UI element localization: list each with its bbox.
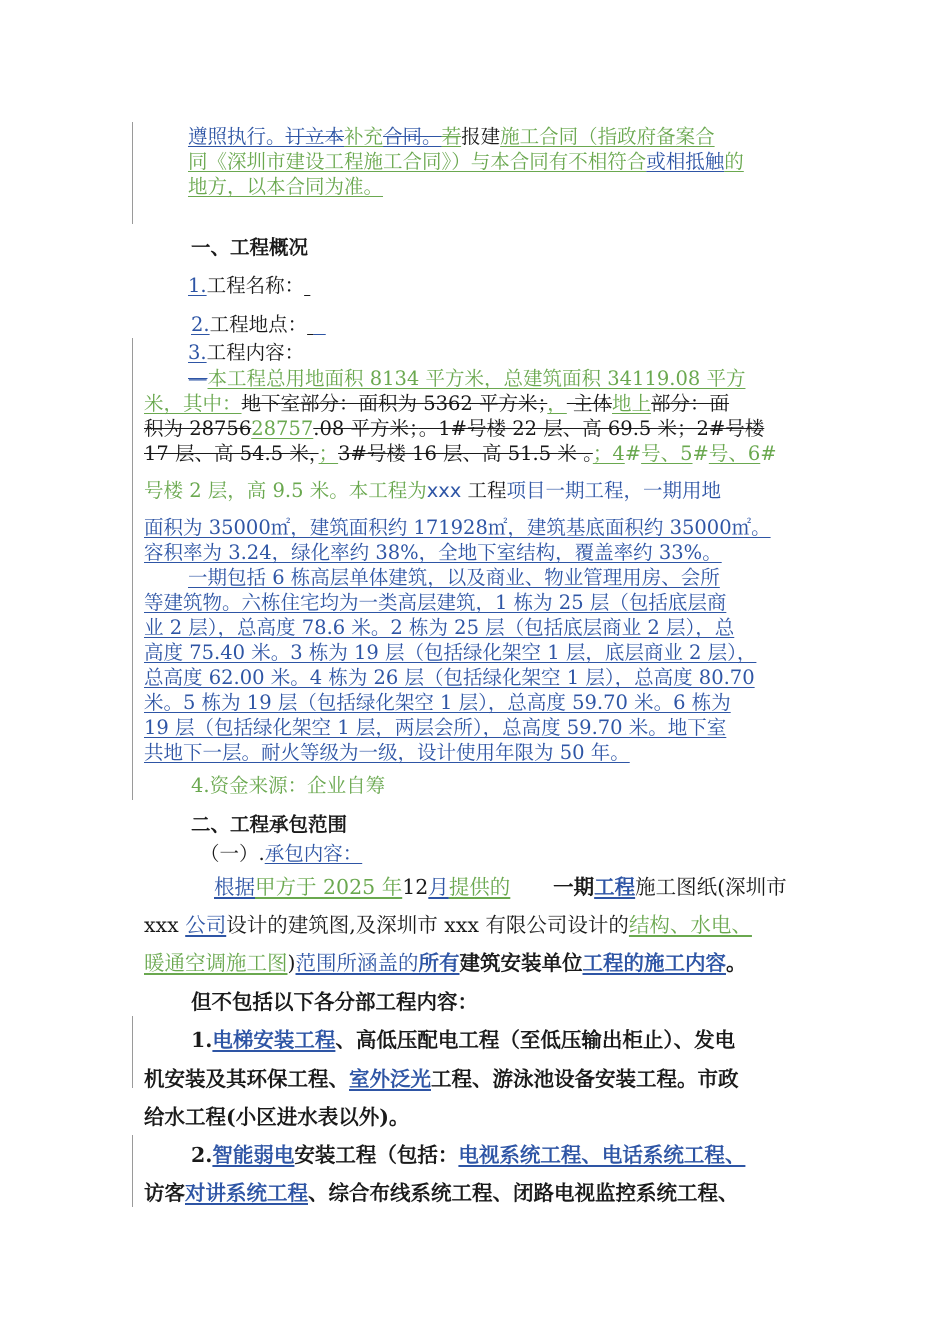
text-run: 电梯安装工程	[212, 1028, 336, 1052]
text-run: ，	[547, 392, 567, 415]
text-run: 安装工程（包括：	[294, 1143, 459, 1167]
text-run: 17 层、高 54.5 米，	[144, 442, 319, 465]
text-run: ；4	[592, 442, 625, 465]
text-run: 本工程总用地面积 8134 平方米，总建筑面积 34119.08 平方	[207, 367, 746, 390]
text-line	[188, 565, 720, 591]
text-run: 给水工程(小区进水表以外)。	[144, 1105, 410, 1129]
text-line	[144, 665, 755, 691]
text-run: xxx	[426, 479, 462, 502]
text-run: 米。5 栋为 19 层（包括绿化架空 1 层），总高度 59.70 米。6 栋为	[144, 691, 731, 714]
text-run: 米，其中：	[144, 392, 242, 415]
text-run: 、高低压配电工程（至低压输出柜止）、发电	[335, 1028, 736, 1052]
text-run: 共地下一层。耐火等级为一级，设计使用年限为 50 年。	[144, 741, 630, 764]
text-run: 高度 75.40 米。3 栋为 19 层（包括绿化架空 1 层，底层商业 2 层），	[144, 641, 757, 664]
text-run: 或相抵触	[646, 150, 725, 173]
text-line	[144, 615, 734, 641]
text-run: 3.	[188, 341, 207, 364]
text-line	[144, 946, 747, 980]
text-run: 。	[726, 951, 747, 975]
text-run: 访客	[144, 1181, 185, 1205]
change-bar	[132, 338, 133, 800]
text-run: 等建筑物。六栋住宅均为一类高层建筑，1 栋为 25 层（包括底层商	[144, 591, 727, 614]
text-run: 、综合布线系统工程、闭路电视监控系统工程、	[308, 1181, 739, 1205]
text-run: 暖通空调施工图	[144, 951, 288, 975]
text-run	[304, 274, 310, 297]
text-run: 一期包括 6 栋高层单体建筑，以及商业、物业管理用房、会所	[188, 566, 720, 589]
text-run: 项目一期工程，一期用地	[506, 479, 722, 502]
text-run: 电视系统工程、电话系统工程、	[458, 1143, 746, 1167]
text-run: 19 层（包括绿化架空 1 层，两层会所），总高度 59.70 米。地下室	[144, 716, 727, 739]
text-run: 主体	[566, 392, 613, 415]
text-run: 12	[402, 875, 429, 899]
text-run: 对讲系统工程	[185, 1181, 308, 1205]
text-run: 1.	[188, 274, 207, 297]
text-run: 所有	[418, 951, 460, 975]
text-run: 同《深圳市建设工程施工合同》）与本合同有不相符合	[188, 150, 647, 173]
text-run: 总高度 62.00 米。4 栋为 26 层（包括绿化架空 1 层），总高度 80.70	[144, 666, 755, 689]
text-run: 承包内容：	[264, 842, 363, 865]
text-line	[144, 416, 764, 442]
text-run: 工程名称：	[206, 274, 305, 297]
text-run: xxx	[144, 913, 186, 937]
text-run: 号、6	[708, 442, 761, 465]
text-run: #	[692, 442, 709, 465]
text-run: 工程的施工内容	[582, 951, 726, 975]
text-run: 。1#号楼 22 层、高 69.5 米；2#号楼	[418, 417, 765, 440]
text-line	[144, 391, 729, 417]
text-run: 根据	[214, 875, 255, 899]
text-run: 结构、水电、	[628, 913, 752, 937]
text-run: 智能弱电	[212, 1143, 295, 1167]
text-run: 3#号楼 16 层、高 51.5 米 。	[338, 442, 593, 465]
text-run: 容积率为 3.24，绿化率约 38%，全地下室结构，覆盖率约 33%。	[144, 541, 722, 564]
text-line	[144, 515, 771, 541]
text-run: 地方，以本合同为准。	[188, 175, 384, 198]
text-run: 地上	[612, 392, 652, 415]
change-bar	[132, 1016, 133, 1088]
text-run: —	[188, 367, 208, 390]
text-run: 业 2 层），总高度 78.6 米。2 栋为 25 层（包括底层商业 2 层），总	[144, 616, 735, 639]
text-line	[144, 1062, 739, 1096]
text-run: 工程、游泳池设备安装工程。市政	[431, 1067, 739, 1091]
text-run	[313, 313, 325, 336]
text-line	[188, 366, 745, 392]
text-run: 但不包括以下各分部工程内容：	[191, 990, 478, 1014]
text-run: 工程	[594, 875, 636, 899]
text-run: 4.资金来源：企业自筹	[191, 774, 386, 797]
text-run: 地下室部分：面积为 5362 平方米；	[241, 392, 548, 415]
text-line	[144, 715, 726, 741]
text-line	[144, 908, 752, 942]
text-line	[188, 174, 383, 200]
text-line	[188, 124, 715, 150]
text-line	[191, 312, 326, 338]
text-run: 甲方于 2025 年	[255, 875, 403, 899]
text-line	[191, 985, 478, 1019]
text-run: 若	[441, 125, 462, 148]
text-line	[144, 590, 726, 616]
text-run: 部分：面	[651, 392, 730, 415]
text-run: 提供的	[448, 875, 511, 899]
text-run: 工程内容：	[206, 341, 305, 364]
text-line	[200, 841, 362, 867]
text-run: .08 平方米；	[313, 417, 419, 440]
text-line	[144, 640, 756, 666]
text-run: 号、5	[641, 442, 693, 465]
text-run: #	[760, 442, 777, 465]
text-run: 设计的建筑图,及深圳市 xxx 有限公司设计的	[226, 913, 629, 937]
text-run: 遵照执行。	[188, 125, 286, 148]
text-run: 订立本	[285, 125, 345, 148]
text-run: 1.	[191, 1028, 213, 1052]
text-run: 补充	[344, 125, 384, 148]
text-line	[188, 149, 744, 175]
text-line	[144, 478, 721, 504]
text-line	[188, 340, 304, 366]
text-run: 号楼 2 层，高 9.5 米。本工程为	[144, 479, 427, 502]
text-line	[144, 690, 731, 716]
text-run: 的	[724, 150, 744, 173]
text-run: 工程地点：	[209, 313, 308, 336]
text-line	[191, 1138, 745, 1172]
section-heading	[191, 812, 347, 838]
text-run: 月	[428, 875, 449, 899]
text-line	[144, 1176, 739, 1210]
text-run: 2.	[191, 1143, 213, 1167]
text-run: 室外泛光	[349, 1067, 431, 1091]
section-heading	[191, 235, 308, 261]
text-run: #	[624, 442, 642, 465]
text-run: 一、工程概况	[191, 236, 309, 259]
text-run: 报建	[461, 125, 501, 148]
text-run: ；	[318, 442, 339, 465]
text-run: 施工合同（指政府备案合	[500, 125, 715, 148]
text-line	[191, 1023, 735, 1057]
text-line	[214, 870, 787, 904]
text-run: （一）.	[200, 842, 265, 865]
text-line	[188, 273, 310, 299]
text-run: 面积为 35000㎡，建筑面积约 171928㎡，建筑基底面积约 35000㎡。	[144, 516, 771, 539]
text-run: 2.	[191, 313, 210, 336]
text-run: 范围所涵盖的	[295, 951, 419, 975]
text-line	[191, 773, 385, 799]
text-run: 一期	[510, 875, 595, 899]
text-line	[144, 1100, 409, 1134]
text-run: 积为 28756	[144, 417, 252, 440]
text-run: )	[287, 951, 296, 975]
text-run: 28757	[251, 417, 314, 440]
text-run: 二、工程承包范围	[191, 813, 348, 836]
text-run: 工程	[461, 479, 507, 502]
text-run: 施工图纸(深圳市	[635, 875, 787, 899]
change-bar	[132, 1135, 133, 1207]
text-line	[144, 540, 722, 566]
text-run: 机安装及其环保工程、	[144, 1067, 349, 1091]
change-bar	[132, 122, 133, 224]
text-run: 建筑安装单位	[459, 951, 583, 975]
text-line	[144, 441, 777, 467]
text-run: 合同。	[383, 125, 442, 148]
text-run: 公司	[185, 913, 227, 937]
text-line	[144, 740, 630, 766]
